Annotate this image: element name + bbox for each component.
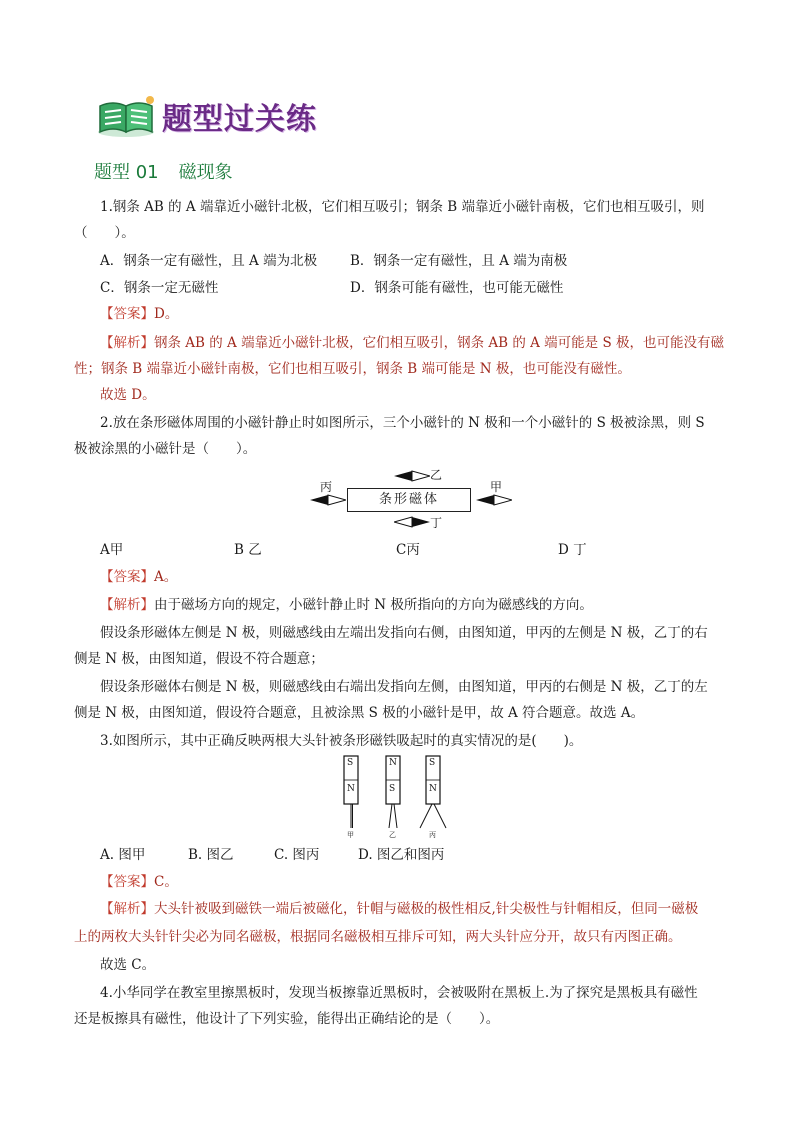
caption-yi: 乙 [389, 831, 396, 839]
q3-analysis-line1 [100, 900, 730, 918]
label-ding: 丁 [430, 516, 443, 530]
analysis-text: 大头针被吸到磁铁一端后被磁化，针帽与磁极的极性相反,针尖极性与针帽相反，但同一磁极 [154, 901, 699, 917]
q1-answer [100, 305, 730, 323]
q3-option-c: C. 图丙 [274, 847, 320, 863]
pole-label: S [429, 758, 436, 768]
q2-option-a: A甲 [100, 542, 124, 558]
q2-analysis-line5: 侧是 N 极，由图知道，假设符合题意，且被涂黑 S 极的小磁针是甲，故 A 符合题意。故选 A。 [74, 705, 645, 721]
q1-option-a: A．钢条一定有磁性，且 A 端为北极 [100, 253, 318, 269]
answer-value: A。 [154, 569, 178, 585]
pole-label: N [347, 784, 355, 794]
q2-answer [100, 568, 730, 586]
analysis-tag: 【解析】 [100, 597, 154, 613]
section-number: 题型 01 [94, 162, 159, 183]
answer-value: C。 [154, 874, 178, 890]
q2-analysis-line1 [100, 596, 730, 614]
q4-stem-line1: 4.小华同学在教室里擦黑板时，发现当板擦靠近黑板时，会被吸附在黑板上.为了探究是黑板具有磁性 [100, 985, 698, 1001]
q3-analysis-line2: 上的两枚大头针针尖必为同名磁极，根据同名磁极相互排斥可知，两大头针应分开，故只有丙图正确。 [74, 929, 682, 945]
needle-yi [394, 470, 430, 482]
answer-tag: 【答案】 [100, 874, 154, 890]
answer-value: D。 [154, 306, 179, 322]
bar-magnet: 条形磁体 [347, 488, 471, 512]
analysis-text: 由于磁场方向的规定，小磁针静止时 N 极所指向的方向为磁感线的方向。 [154, 597, 593, 613]
q3-option-b: B. 图乙 [188, 847, 234, 863]
label-jia: 甲 [490, 480, 503, 494]
analysis-text: 钢条 AB 的 A 端靠近小磁针北极，它们相互吸引，钢条 AB 的 A 端可能是 S 极，也可能没有磁 [154, 335, 724, 351]
section-title [94, 158, 233, 184]
needle-ding [394, 516, 430, 528]
label-bing: 丙 [320, 480, 333, 494]
q2-stem-line2: 极被涂黑的小磁针是（ ）。 [74, 441, 257, 457]
q1-stem-line2: （ ）。 [74, 225, 135, 241]
pole-label: N [429, 784, 437, 794]
q2-analysis-line3: 侧是 N 极，由图知道，假设不符合题意； [74, 651, 324, 667]
pins-figure [330, 752, 460, 842]
q2-stem-line1: 2.放在条形磁体周围的小磁针静止时如图所示，三个小磁针的 N 极和一个小磁针的 S 极被涂黑，则 S [100, 415, 705, 431]
q2-analysis-line2: 假设条形磁体左侧是 N 极，则磁感线由左端出发指向右侧，由图知道，甲丙的左侧是 N 极，乙丁的右 [100, 625, 708, 641]
answer-tag: 【答案】 [100, 306, 154, 322]
analysis-tag: 【解析】 [100, 901, 154, 917]
q1-analysis-line2: 性；钢条 B 端靠近小磁针南极，它们也相互吸引，钢条 B 端可能是 N 极，也可能没有磁性。 [74, 361, 631, 377]
analysis-tag: 【解析】 [100, 335, 154, 351]
pole-label: N [389, 758, 397, 768]
q1-stem-line1: 1.钢条 AB 的 A 端靠近小磁针北极，它们相互吸引；钢条 B 端靠近小磁针南极，它们也相互吸引，则 [100, 199, 705, 215]
open-book-icon [96, 94, 158, 138]
pole-label: S [347, 758, 354, 768]
needle-jia [476, 494, 512, 506]
q1-conclusion: 故选 D。 [100, 387, 156, 403]
q2-option-d: D 丁 [558, 542, 587, 558]
q2-option-c: C丙 [396, 542, 420, 558]
q3-answer [100, 873, 730, 891]
caption-jia: 甲 [347, 831, 354, 839]
q1-analysis-line1 [100, 334, 730, 352]
section-name: 磁现象 [178, 162, 233, 183]
q1-option-c: C．钢条一定无磁性 [100, 280, 219, 296]
answer-tag: 【答案】 [100, 569, 154, 585]
needle-bing [310, 494, 346, 506]
banner-title: 题型过关练 [162, 102, 317, 137]
q3-conclusion: 故选 C。 [100, 957, 156, 973]
q3-option-a: A. 图甲 [100, 847, 146, 863]
q3-option-d: D. 图乙和图丙 [358, 847, 445, 863]
q3-stem-line1: 3.如图所示，其中正确反映两根大头针被条形磁铁吸起时的真实情况的是( )。 [100, 733, 583, 749]
q2-option-b: B 乙 [234, 542, 262, 558]
q2-analysis-line4: 假设条形磁体右侧是 N 极，则磁感线由右端出发指向左侧，由图知道，甲丙的右侧是 N 极，乙丁的左 [100, 679, 708, 695]
label-yi: 乙 [430, 468, 443, 482]
q1-option-b: B．钢条一定有磁性，且 A 端为南极 [350, 253, 568, 269]
q4-stem-line2: 还是板擦具有磁性，他设计了下列实验，能得出正确结论的是（ ）。 [74, 1011, 500, 1027]
pole-label: S [389, 784, 396, 794]
q1-option-d: D．钢条可能有磁性，也可能无磁性 [350, 280, 564, 296]
banner [96, 94, 317, 138]
caption-bing: 丙 [429, 831, 436, 839]
